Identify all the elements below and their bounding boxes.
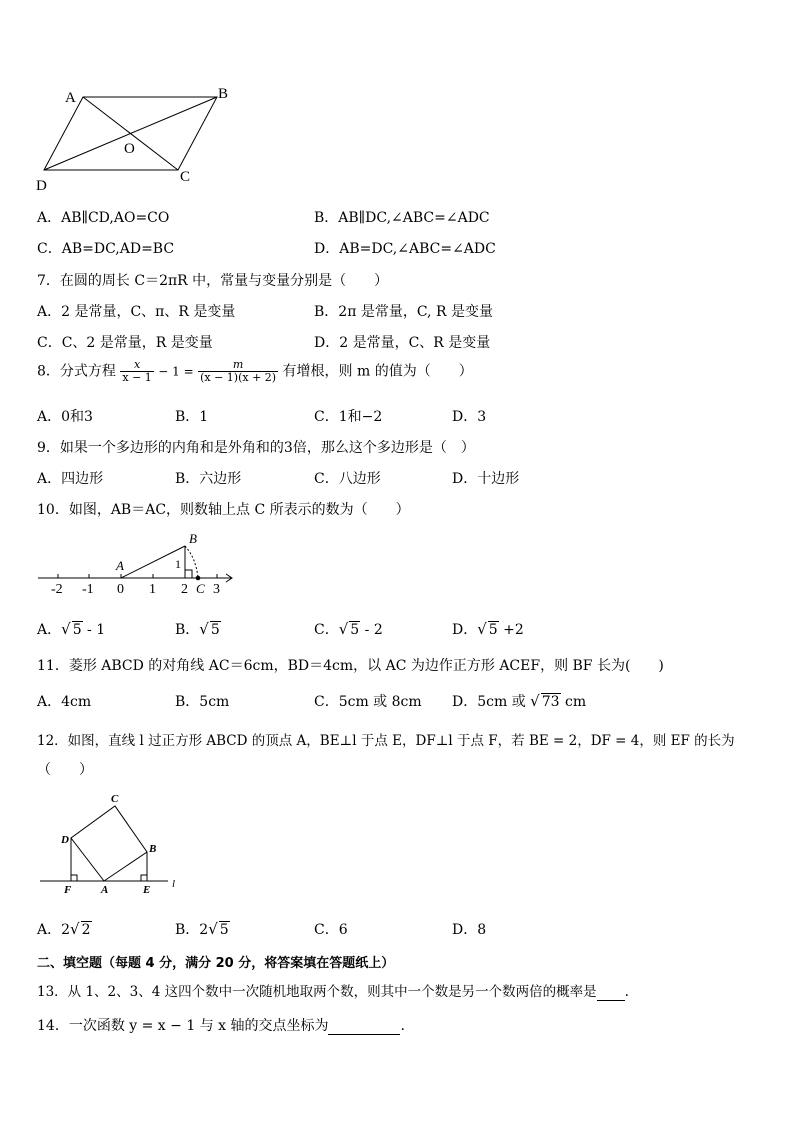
q12-paren: （ ） (37, 762, 93, 778)
radicand: 5 (219, 922, 229, 938)
q12-option-b: B．2√ 5 (175, 920, 229, 938)
label-C: C (180, 169, 191, 185)
q11-option-a: A．4cm (37, 694, 92, 710)
q9-option-a: A．四边形 (37, 471, 104, 487)
option-tail: +2 (498, 622, 524, 638)
radicand: 2 (81, 922, 91, 938)
q12-option-a: A．2√ 2 (37, 920, 91, 938)
answer-blank[interactable] (597, 984, 625, 1001)
tick-label: -1 (82, 582, 94, 597)
label-A: A (101, 884, 109, 896)
q8-option-c: C．1和−2 (314, 409, 383, 425)
tick-label: 3 (213, 582, 220, 597)
q14-end: . (400, 1018, 405, 1034)
q8-frac1-denominator: x − 1 (122, 371, 152, 384)
option-tail: cm (560, 694, 587, 710)
q8-frac2-denominator: (x − 1)(x + 2) (200, 371, 277, 384)
q8-option-a: A．0和3 (37, 409, 93, 425)
label-B: B (218, 86, 229, 102)
q6-option-b: B．AB∥DC,∠ABC=∠ADC (314, 210, 490, 226)
q12-option-c: C．6 (314, 922, 348, 938)
radicand: 5 (72, 622, 82, 638)
label-A: A (116, 558, 124, 573)
section-heading: 二、填空题（每题 4 分，满分 20 分，将答案填在答题纸上） (37, 956, 395, 971)
q7-option-d: D．2 是常量，C、R 是变量 (314, 335, 491, 351)
option-label: D．5cm 或 (452, 694, 531, 710)
option-label: A．2 (37, 922, 71, 938)
label-C: C (111, 793, 119, 805)
q8-frac2-numerator: m (198, 359, 278, 372)
tick-label: 1 (149, 582, 156, 597)
q10-option-a: A．√ 5 - 1 (37, 620, 106, 638)
radicand: 5 (488, 622, 498, 638)
label-l: l (172, 878, 176, 890)
option-label: B． (175, 622, 200, 638)
q11-option-c: C．5cm 或 8cm (314, 694, 422, 710)
label-C: C (196, 581, 205, 596)
q7-stem: 7．在圆的周长 C＝2πR 中，常量与变量分别是（ ） (37, 273, 389, 289)
q8-prefix: 8．分式方程 (37, 363, 116, 380)
q13-text: 13．从 1、2、3、4 这四个数中一次随机地取两个数，则其中一个数是另一个数两倍的概率是 (37, 984, 597, 1000)
label-B: B (149, 843, 157, 855)
radicand: 73 (541, 694, 560, 710)
tick-label: 2 (181, 582, 188, 597)
q7-option-c: C．C、2 是常量，R 是变量 (37, 335, 213, 351)
q6-option-d: D．AB=DC,∠ABC=∠ADC (314, 241, 496, 257)
option-label: D． (452, 622, 478, 638)
label-O: O (124, 141, 135, 157)
label-B: B (189, 531, 197, 546)
label-D: D (36, 178, 47, 194)
q7-option-b: B．2π 是常量，C, R 是变量 (314, 304, 493, 320)
option-tail: - 1 (82, 622, 106, 638)
q14-text: 14．一次函数 y = x − 1 与 x 轴的交点坐标为 (37, 1018, 329, 1034)
q10-option-c: C．√ 5 - 2 (314, 620, 383, 638)
q11-option-b: B．5cm (175, 694, 230, 710)
q10-stem: 10．如图，AB＝AC，则数轴上点 C 所表示的数为（ ） (37, 502, 410, 518)
q8-option-b: B．1 (175, 409, 209, 425)
q13-end: . (624, 984, 629, 1000)
q6-option-a: A．AB∥CD,AO=CO (37, 210, 170, 226)
option-tail: - 2 (360, 622, 383, 638)
q9-option-b: B．六边形 (175, 471, 242, 487)
label-D: D (61, 834, 69, 846)
tick-label: -2 (51, 582, 63, 597)
q8-frac1-numerator: x (120, 359, 153, 372)
q11-stem: 11．菱形 ABCD 的对角线 AC＝6cm，BD＝4cm，以 AC 为边作正方形 ACEF，则 BF 长为( ) (37, 658, 664, 674)
answer-blank[interactable] (328, 1018, 400, 1035)
label-E: E (143, 884, 151, 896)
q9-option-c: C．八边形 (314, 471, 381, 487)
label-F: F (64, 884, 72, 896)
label-A: A (65, 90, 76, 106)
q10-option-d: D．√ 5 +2 (452, 620, 524, 638)
radicand: 5 (350, 622, 360, 638)
q8-option-d: D．3 (452, 409, 487, 425)
option-label: B．2 (175, 922, 209, 938)
q10-option-b: B．√ 5 (175, 620, 220, 638)
option-label: A． (37, 622, 62, 638)
tick-label: 0 (117, 582, 124, 597)
q13-stem (37, 980, 629, 1001)
label-one: 1 (175, 557, 181, 571)
q7-option-a: A．2 是常量，C、π、R 是变量 (37, 304, 236, 320)
q8-suffix: 有增根，则 m 的值为（ ） (282, 363, 473, 380)
q12-stem: 12．如图，直线 l 过正方形 ABCD 的顶点 A，BE⊥l 于点 E，DF⊥l 于点 F，若 BE = 2，DF = 4，则 EF 的长为 (37, 733, 735, 749)
q11-option-d: D．5cm 或 √ 73 cm (452, 692, 587, 710)
option-label: C． (314, 622, 339, 638)
q9-stem: 9．如果一个多边形的内角和是外角和的3倍，那么这个多边形是（ ） (37, 440, 475, 456)
q12-option-d: D．8 (452, 922, 487, 938)
q14-stem (37, 1015, 405, 1035)
radicand: 5 (210, 622, 220, 638)
q8-mid: − 1 = (158, 364, 194, 379)
q6-option-c: C．AB=DC,AD=BC (37, 241, 175, 257)
q9-option-d: D．十边形 (452, 471, 520, 487)
